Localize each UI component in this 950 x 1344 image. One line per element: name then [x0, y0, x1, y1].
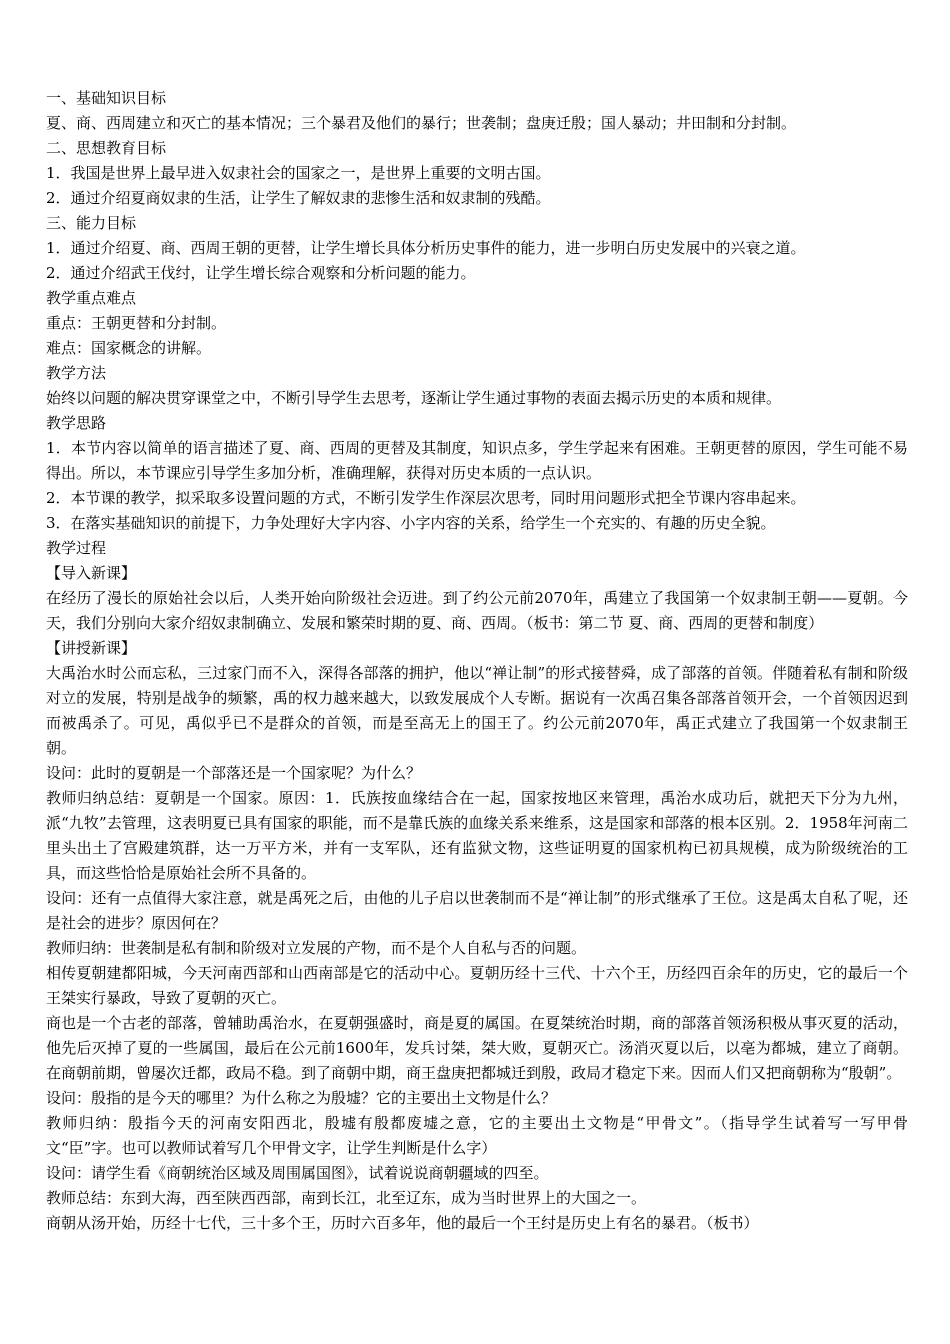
paragraph: 设问：请学生看《商朝统治区域及周围属国图》，试着说说商朝疆域的四至。 — [46, 1164, 549, 1182]
paragraph: 设问：此时的夏朝是一个部落还是一个国家呢？为什么？ — [46, 764, 422, 782]
paragraph: 重点：王朝更替和分封制。 — [46, 314, 227, 332]
paragraph: 商朝从汤开始，历经十七代，三十多个王，历时六百多年，他的最后一个王纣是历史上有名的暴君。（板书） — [46, 1214, 759, 1232]
paragraph: 1．我国是世界上最早进入奴隶社会的国家之一，是世界上重要的文明古国。 — [46, 164, 551, 182]
paragraph: 教师归纳：世袭制是私有制和阶级对立发展的产物，而不是个人自私与否的问题。 — [46, 939, 587, 957]
paragraph: 1．通过介绍夏、商、西周王朝的更替，让学生增长具体分析历史事件的能力，进一步明白历史发展中的兴衰之道。 — [46, 239, 806, 257]
paragraph: 2．通过介绍武王伐纣，让学生增长综合观察和分析问题的能力。 — [46, 264, 476, 282]
heading-basic-knowledge-goals: 一、基础知识目标 — [46, 89, 167, 107]
heading-teach-new-lesson: 【讲授新课】 — [46, 639, 137, 657]
document-body — [46, 86, 908, 1236]
paragraph: 设问：还有一点值得大家注意，就是禹死之后，由他的儿子启以世袭制而不是“禅让制”的形式继承了王位。这是禹太自私了呢，还是社会的进步？原因何在？ — [46, 889, 908, 932]
heading-teaching-process: 教学过程 — [46, 539, 107, 557]
paragraph: 2．本节课的教学，拟采取多设置问题的方式，不断引发学生作深层次思考，同时用问题形式把全节课内容串起来。 — [46, 489, 806, 507]
paragraph: 商也是一个古老的部落，曾辅助禹治水，在夏朝强盛时，商是夏的属国。在夏桀统治时期，商的部落首领汤积极从事灭夏的活动，他先后灭掉了夏的一些属国，最后在公元前1600年，发兵讨桀，桀大败，夏朝灭亡。汤消灭夏以后，以亳为都城，建立了商朝。在商朝前期，曾屡次迁都，政局不稳。到了商朝中期，商王盘庚把都城迁到殷，政局才稳定下来。因而人们又把商朝称为“殷朝”。 — [46, 1014, 908, 1082]
heading-ideological-education-goals: 二、思想教育目标 — [46, 139, 167, 157]
paragraph: 3．在落实基础知识的前提下，力争处理好大字内容、小字内容的关系，给学生一个充实的、有趣的历史全貌。 — [46, 514, 776, 532]
paragraph: 夏、商、西周建立和灭亡的基本情况；三个暴君及他们的暴行；世袭制；盘庚迁殷；国人暴动；井田制和分封制。 — [46, 114, 797, 132]
paragraph: 设问：殷指的是今天的哪里？为什么称之为殷墟？它的主要出土文物是什么？ — [46, 1089, 557, 1107]
heading-teaching-approach: 教学思路 — [46, 414, 107, 432]
paragraph: 大禹治水时公而忘私，三过家门而不入，深得各部落的拥护，他以“禅让制”的形式接替舜，成了部落的首领。伴随着私有制和阶级对立的发展，特别是战争的频繁，禹的权力越来越大，以致发展成个人专断。据说有一次禹召集各部落首领开会，一个首领因迟到而被禹杀了。可见，禹似乎已不是群众的首领，而是至高无上的国王了。约公元前2070年，禹正式建立了我国第一个奴隶制王朝。 — [46, 664, 908, 757]
paragraph: 相传夏朝建都阳城，今天河南西部和山西南部是它的活动中心。夏朝历经十三代、十六个王，历经四百余年的历史，它的最后一个王桀实行暴政，导致了夏朝的灭亡。 — [46, 964, 908, 1007]
paragraph: 1．本节内容以简单的语言描述了夏、商、西周的更替及其制度，知识点多，学生学起来有困难。王朝更替的原因，学生可能不易得出。所以，本节课应引导学生多加分析，准确理解，获得对历史本质的一点认识。 — [46, 439, 908, 482]
paragraph: 教师总结：东到大海，西至陕西西部，南到长江，北至辽东，成为当时世界上的大国之一。 — [46, 1189, 647, 1207]
paragraph: 在经历了漫长的原始社会以后，人类开始向阶级社会迈进。到了约公元前2070年，禹建立了我国第一个奴隶制王朝——夏朝。今天，我们分别向大家介绍奴隶制确立、发展和繁荣时期的夏、商、西周。（板书：第二节 夏、商、西周的更替和制度） — [46, 589, 908, 632]
paragraph: 教师归纳总结：夏朝是一个国家。原因：1．氏族按血缘结合在一起，国家按地区来管理，禹治水成功后，就把天下分为九州，派“九牧”去管理，这表明夏已具有国家的职能，而不是靠氏族的血缘关系来维系，这是国家和部落的根本区别。2．1958年河南二里头出土了宫殿建筑群，达一万平方米，并有一支军队，还有监狱文物，这些证明夏的国家机构已初具规模，成为阶级统治的工具，而这些恰恰是原始社会所不具备的。 — [46, 789, 908, 882]
paragraph: 教师归纳：殷指今天的河南安阳西北，殷墟有殷都废墟之意，它的主要出土文物是“甲骨文”。（指导学生试着写一写甲骨文“臣”字。也可以教师试着写几个甲骨文字，让学生判断是什么字） — [46, 1114, 908, 1157]
heading-teaching-method: 教学方法 — [46, 364, 107, 382]
heading-intro-new-lesson: 【导入新课】 — [46, 564, 137, 582]
paragraph: 始终以问题的解决贯穿课堂之中，不断引导学生去思考，逐渐让学生通过事物的表面去揭示历史的本质和规律。 — [46, 389, 782, 407]
heading-key-points: 教学重点难点 — [46, 289, 137, 307]
paragraph: 2．通过介绍夏商奴隶的生活，让学生了解奴隶的悲惨生活和奴隶制的残酷。 — [46, 189, 551, 207]
heading-ability-goals: 三、能力目标 — [46, 214, 137, 232]
paragraph: 难点：国家概念的讲解。 — [46, 339, 212, 357]
